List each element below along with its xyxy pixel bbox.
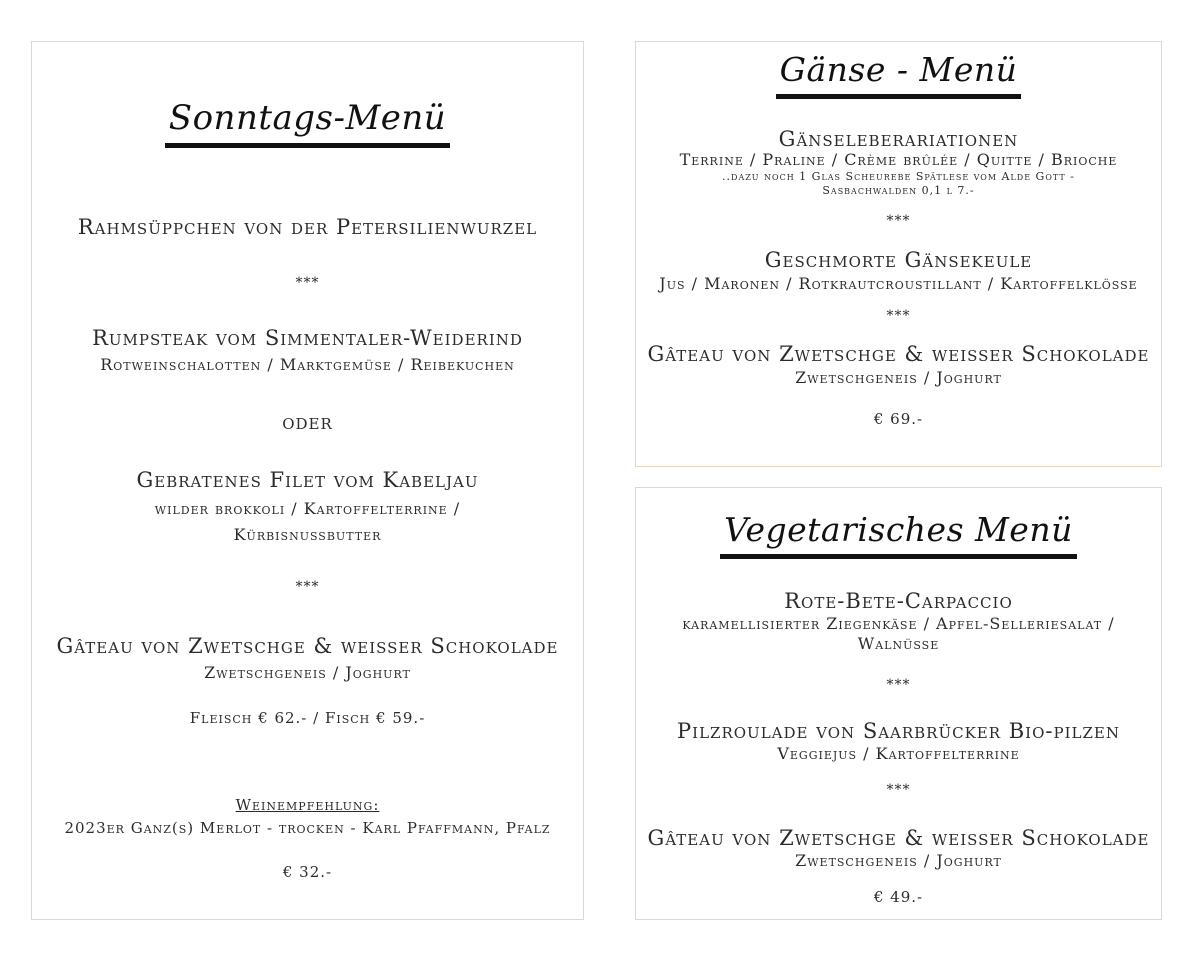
menu-price: € 49.- <box>873 888 924 906</box>
course-1-wine-note: ..dazu noch 1 Glas Scheurebe Spätlese vom Alde Gott - <box>722 170 1075 183</box>
course-3: Gâteau von Zwetschge & weisser Schokolade <box>647 826 1150 850</box>
course-1-sides-cont: Walnüsse <box>857 634 940 653</box>
course-3-sides: Zwetschgeneis / Joghurt <box>795 368 1002 387</box>
course-2-sides: Jus / Maronen / Rotkrautcroustillant / Kartoffelklösse <box>659 274 1138 293</box>
course-3: Gâteau von Zwetschge & weisser Schokolade <box>56 634 559 658</box>
menu-card-gaense <box>635 41 1162 467</box>
wine-recommendation: 2023er Ganz(s) Merlot - trocken - Karl Pfaffmann, Pfalz <box>64 819 551 837</box>
course-3-sides: Zwetschgeneis / Joghurt <box>204 663 411 682</box>
menu-price: € 69.- <box>873 410 924 428</box>
course-2-sides: Rotweinschalotten / Marktgemüse / Reibekuchen <box>100 355 515 374</box>
separator: *** <box>886 213 911 229</box>
course-2: Geschmorte Gänsekeule <box>764 248 1033 272</box>
course-2-alt: Gebratenes Filet vom Kabeljau <box>136 468 479 492</box>
separator: *** <box>886 677 911 693</box>
menu-price: Fleisch € 62.- / Fisch € 59.- <box>189 709 426 727</box>
separator: *** <box>295 275 320 291</box>
course-2: Rumpsteak vom Simmentaler-Weiderind <box>92 326 523 350</box>
alternative-or: oder <box>282 410 333 434</box>
course-3-sides: Zwetschgeneis / Joghurt <box>795 851 1002 870</box>
course-1-wine-note-cont: Sasbachwalden 0,1 l 7.- <box>822 184 975 197</box>
wine-recommendation-label: Weinempfehlung: <box>235 796 380 814</box>
course-2: Pilzroulade von Saarbrücker Bio-pilzen <box>677 719 1120 743</box>
course-1: Rote-Bete-Carpaccio <box>784 589 1013 613</box>
course-2-sides: Veggiejus / Kartoffelterrine <box>777 744 1020 763</box>
separator: *** <box>886 308 911 324</box>
course-1: Rahmsüppchen von der Petersilienwurzel <box>77 215 538 239</box>
separator: *** <box>886 782 911 798</box>
course-1-sides: karamellisierter Ziegenkäse / Apfel-Selleriesalat / <box>682 614 1115 633</box>
menu-card-sonntag <box>31 41 584 920</box>
course-3: Gâteau von Zwetschge & weisser Schokolade <box>647 342 1150 366</box>
menu-card-vegetarisch <box>635 487 1162 920</box>
menu-title-gaense: Gänse - Menü <box>776 52 1022 99</box>
course-2-alt-sides-cont: Kürbisnussbutter <box>233 525 382 544</box>
menu-title-vegetarisch: Vegetarisches Menü <box>720 512 1077 559</box>
menu-title-sonntag: Sonntags-Menü <box>165 100 450 148</box>
course-2-alt-sides: wilder brokkoli / Kartoffelterrine / <box>154 499 461 518</box>
course-1-sides: Terrine / Praline / Crème brûlée / Quitte / Brioche <box>679 150 1118 169</box>
course-1: Gänseleberariationen <box>778 127 1019 151</box>
separator: *** <box>295 579 320 595</box>
wine-price: € 32.- <box>282 863 333 881</box>
